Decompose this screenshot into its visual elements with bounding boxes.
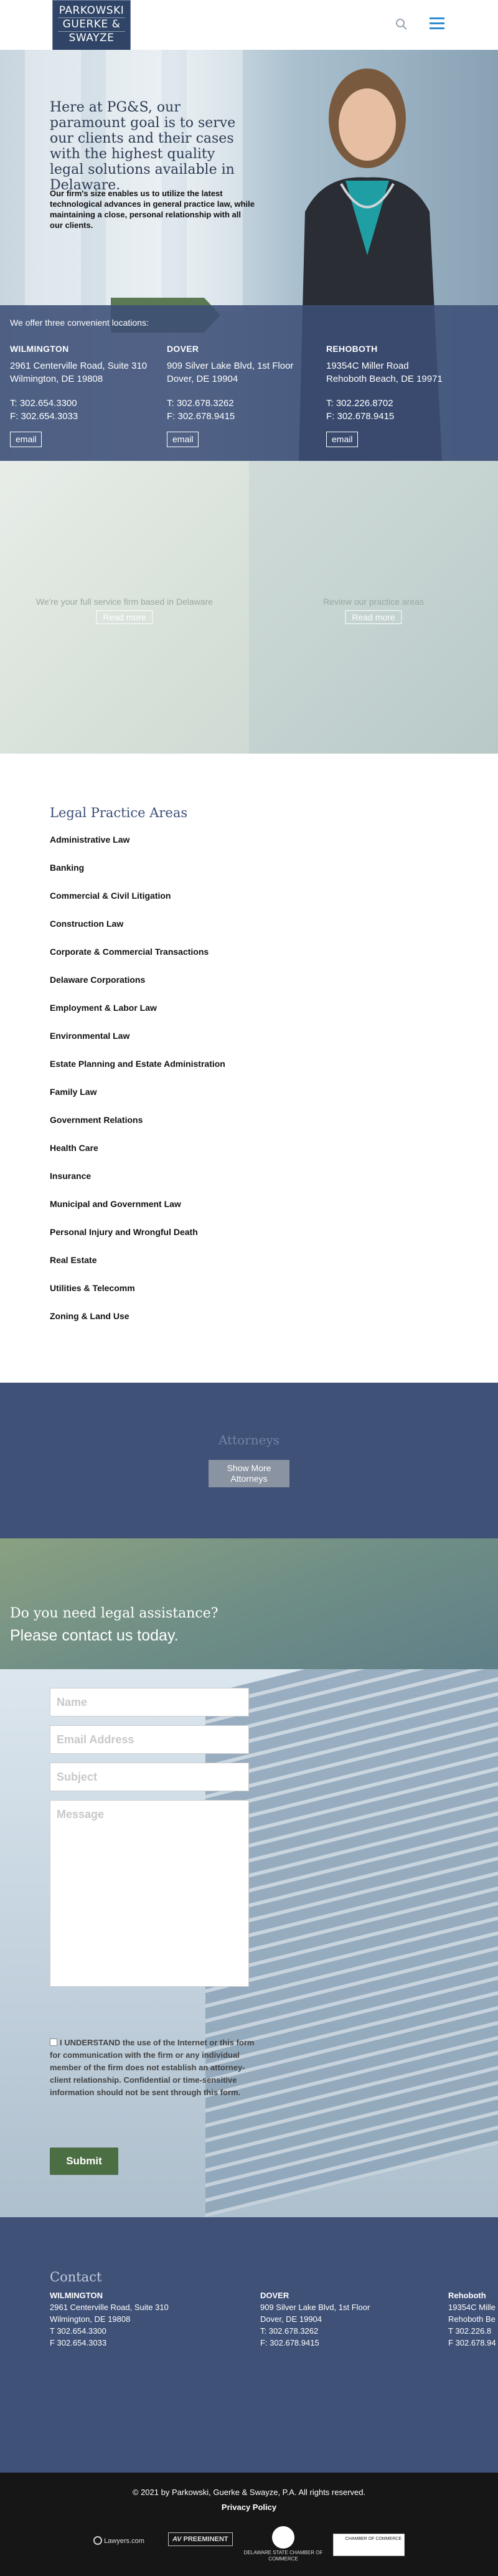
location-dover [167,343,322,447]
footer-location-address: 19354C Mille [448,2303,496,2312]
preeminent-badge[interactable]: AV PREEMINENT [168,2532,233,2546]
consent-checkbox[interactable] [50,2039,57,2046]
logo-line: GUERKE & [58,18,125,32]
read-more-button[interactable]: Read more [345,610,402,624]
footer-location-name: Rehoboth [448,2291,486,2300]
copyright-text: © 2021 by Parkowski, Guerke & Swayze, P.A. All rights reserved. [132,2488,366,2497]
practice-areas-section [0,754,498,1383]
privacy-policy-link[interactable]: Privacy Policy [221,2503,277,2512]
badge-label: Lawyers.com [104,2537,144,2545]
location-name: DOVER [167,344,199,354]
footer-location-city: Dover, DE 19904 [260,2314,322,2324]
badge-label: PREEMINENT [183,2536,228,2543]
submit-button[interactable]: Submit [50,2147,118,2175]
location-address: 909 Silver Lake Blvd, 1st Floor [167,361,294,371]
practice-area-link[interactable]: Real Estate [50,1255,97,1265]
consent-text: I UNDERSTAND the use of the Internet or this form for communication with the firm or any individual member of the firm does not establish an attorney-client relationship. Confidential or time-sensitive information should not be sent through this form. [50,2038,255,2097]
button-label-line: Show More [227,1463,271,1473]
footer-location-address: 2961 Centerville Road, Suite 310 [50,2303,169,2312]
lawyers-com-badge[interactable] [93,2536,144,2545]
practice-area-link[interactable]: Employment & Labor Law [50,1003,157,1013]
name-input[interactable]: Name [50,1688,249,1717]
attorneys-title: Attorneys [218,1432,280,1447]
read-more-button[interactable]: Read more [96,610,153,624]
footer-location-phone: T 302.226.8 [448,2326,492,2336]
chamber-of-commerce-badge[interactable] [333,2534,405,2556]
show-more-attorneys-button[interactable] [209,1460,289,1487]
practice-area-link[interactable]: Personal Injury and Wrongful Death [50,1227,198,1237]
footer-location-city: Wilmington, DE 19808 [50,2314,131,2324]
practice-areas-title: Legal Practice Areas [50,805,188,820]
practice-area-link[interactable]: Insurance [50,1171,92,1181]
site-header [0,0,498,50]
footer-location [260,2290,370,2349]
email-button[interactable]: email [167,432,199,447]
practice-area-link[interactable]: Utilities & Telecomm [50,1283,135,1293]
email-button[interactable]: email [326,432,358,447]
logo-line: PARKOWSKI [59,4,125,17]
practice-area-link[interactable]: Estate Planning and Estate Administration [50,1059,225,1069]
location-phone: T: 302.678.3262 [167,398,234,409]
location-city: Rehoboth Beach, DE 19971 [326,374,443,384]
practice-area-link[interactable]: Commercial & Civil Litigation [50,891,171,901]
footer-location-phone: T: 302.678.3262 [260,2326,319,2336]
footer-location-name: DOVER [260,2291,289,2300]
consent-checkbox-row[interactable] [50,2037,255,2099]
location-phone: T: 302.226.8702 [326,398,393,409]
practice-area-link[interactable]: Zoning & Land Use [50,1311,129,1321]
footer-location [50,2290,169,2349]
location-address: 2961 Centerville Road, Suite 310 [10,361,148,371]
location-address: 19354C Miller Road [326,361,409,371]
cta-question: Do you need legal assistance? [10,1606,218,1621]
footer-contact-section [0,2217,498,2473]
location-name: WILMINGTON [10,344,69,354]
practice-area-link[interactable]: Government Relations [50,1115,143,1125]
attorneys-section [0,1383,498,1538]
email-input[interactable]: Email Address [50,1725,249,1754]
practice-areas-list [50,835,225,1339]
overview-left-text: We're your full service firm based in Delaware [35,597,214,607]
overview-section [0,461,498,754]
building-background [205,1669,498,2217]
badge-label: CHAMBER OF COMMERCE [345,2537,402,2541]
practice-area-link[interactable]: Environmental Law [50,1031,130,1041]
message-textarea[interactable]: Message [50,1800,249,1987]
cta-headline: Please contact us today. [10,1627,179,1644]
location-city: Wilmington, DE 19808 [10,374,103,384]
location-wilmington [10,343,166,447]
footer-contact-title: Contact [50,2270,102,2285]
practice-area-link[interactable]: Health Care [50,1143,98,1153]
delaware-chamber-badge[interactable] [243,2526,324,2562]
overview-right-panel [249,461,498,754]
badges-row [93,2526,405,2564]
site-footer [0,2473,498,2576]
hamburger-menu-icon[interactable] [430,17,444,30]
location-fax: F: 302.678.9415 [326,411,395,422]
locations-intro: We offer three convenient locations: [10,318,149,328]
contact-cta-section [0,1538,498,1669]
location-name: REHOBOTH [326,344,378,354]
location-rehoboth [326,343,482,447]
hero-text: Our firm's size enables us to utilize the latest technological advances in general practice law, while maintaining a close, personal relationship with all our clients. [50,189,255,230]
location-phone: T: 302.654.3300 [10,398,77,409]
footer-location-fax: F 302.654.3033 [50,2338,107,2347]
email-button[interactable]: email [10,432,42,447]
button-label-line: Attorneys [230,1474,268,1484]
overview-left-panel [0,461,249,754]
location-fax: F: 302.654.3033 [10,411,78,422]
footer-location-city: Rehoboth Be [448,2314,496,2324]
footer-location-phone: T 302.654.3300 [50,2326,106,2336]
practice-area-link[interactable]: Family Law [50,1087,97,1097]
practice-area-link[interactable]: Administrative Law [50,835,130,845]
locations-band [0,305,498,461]
logo-line: SWAYZE [68,32,115,44]
location-city: Dover, DE 19904 [167,374,238,384]
practice-area-link[interactable]: Delaware Corporations [50,975,146,985]
footer-location-fax: F 302.678.94 [448,2338,496,2347]
overview-right-text: Review our practice areas [323,597,424,607]
footer-location [448,2290,496,2349]
practice-area-link[interactable]: Construction Law [50,919,124,929]
practice-area-link[interactable]: Banking [50,863,85,873]
search-icon[interactable] [395,17,408,31]
contact-form-section [0,1669,498,2217]
footer-location-name: WILMINGTON [50,2291,103,2300]
badge-label: DELAWARE STATE CHAMBER OF COMMERCE [243,2550,323,2562]
practice-area-link[interactable]: Corporate & Commercial Transactions [50,947,209,957]
hero-title: Here at PG&S, our paramount goal is to serve our clients and their cases with the highest quality legal solutions available in Delaware. [50,100,236,193]
practice-area-link[interactable]: Municipal and Government Law [50,1199,181,1209]
footer-location-fax: F: 302.678.9415 [260,2338,319,2347]
location-fax: F: 302.678.9415 [167,411,235,422]
footer-location-address: 909 Silver Lake Blvd, 1st Floor [260,2303,370,2312]
subject-input[interactable]: Subject [50,1763,249,1791]
